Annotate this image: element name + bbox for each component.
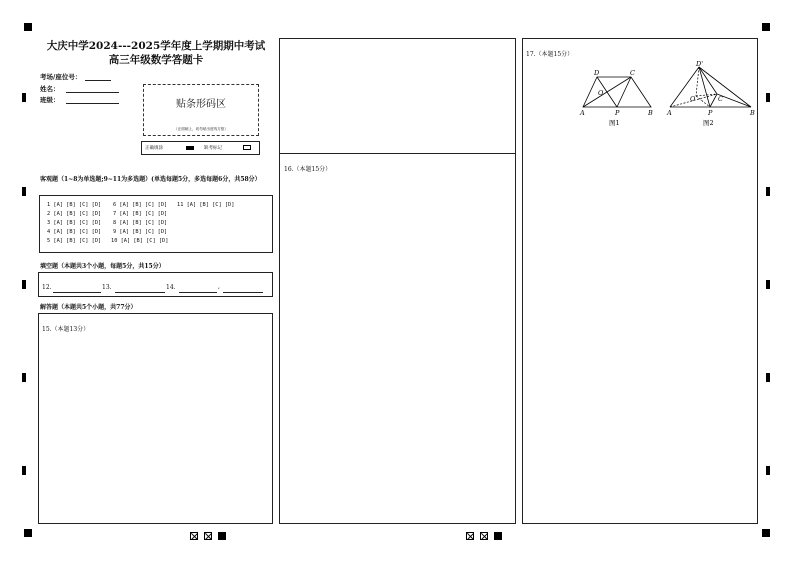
barcode-area xyxy=(143,84,259,136)
objective-answer-box xyxy=(39,195,273,253)
absent-mark-box[interactable] xyxy=(243,145,251,150)
figure-2 xyxy=(665,59,755,159)
solutions-heading: 解答题（本题共5个小题，共77分） xyxy=(40,304,137,311)
exam-seat-line[interactable] xyxy=(85,72,111,81)
corner-mark-bottom-right xyxy=(762,529,770,537)
fig2-label-O: O xyxy=(690,95,696,103)
figure-1 xyxy=(577,67,661,159)
objective-row[interactable]: 4 [A] [B] [C] [D] xyxy=(47,229,102,235)
fig1-label-D: D xyxy=(594,69,600,77)
page-id-square xyxy=(218,532,226,540)
q14-comma: , xyxy=(218,283,220,290)
timing-mark xyxy=(766,187,770,196)
fig2-label-D-prime: D' xyxy=(696,60,703,68)
class-label: 班级： xyxy=(40,96,60,104)
timing-mark xyxy=(22,280,26,289)
objective-row[interactable]: 5 [A] [B] [C] [D] xyxy=(47,238,102,244)
objective-row[interactable]: 1 [A] [B] [C] [D] xyxy=(47,202,102,208)
objective-row[interactable]: 3 [A] [B] [C] [D] xyxy=(47,220,102,226)
exam-seat-label: 考场/座位号： xyxy=(40,73,82,81)
objective-row[interactable]: 10 [A] [B] [C] [D] xyxy=(111,238,169,244)
exam-seat-field[interactable] xyxy=(40,72,111,81)
absent-mark-label: 缺考标记 xyxy=(204,146,222,151)
q15-label: 15.（本题13分） xyxy=(42,326,90,333)
q16-label: 16.（本题15分） xyxy=(284,166,332,173)
page-id-square xyxy=(190,532,198,540)
timing-mark xyxy=(22,93,26,102)
objective-row[interactable]: 8 [A] [B] [C] [D] xyxy=(113,220,168,226)
q14-answer-line-1[interactable] xyxy=(179,284,217,293)
fig2-label-P: P xyxy=(708,109,713,117)
page-id-square xyxy=(204,532,212,540)
objective-row[interactable]: 6 [A] [B] [C] [D] xyxy=(113,202,168,208)
q12-answer-line[interactable] xyxy=(53,284,101,293)
fig2-caption: 图2 xyxy=(703,119,714,127)
fig1-label-P: P xyxy=(615,109,620,117)
timing-mark xyxy=(22,466,26,475)
page-id-square xyxy=(494,532,502,540)
objective-heading: 客观题（1~8为单选题;9~11为多选题）(单选每题5分，多选每题6分，共58分） xyxy=(40,176,261,183)
corner-mark-top-right xyxy=(762,23,770,31)
name-label: 姓名： xyxy=(40,85,60,93)
q16-answer-box[interactable] xyxy=(279,153,516,524)
fig1-label-A: A xyxy=(580,109,585,117)
correct-fill-label: 正确填涂 xyxy=(145,146,163,151)
fig2-label-C: C xyxy=(718,95,723,103)
q17-answer-box[interactable] xyxy=(522,38,758,524)
exam-subtitle: 高三年级数学答题卡 xyxy=(108,54,204,66)
fill-blank-box xyxy=(38,272,273,297)
timing-mark xyxy=(766,373,770,382)
q12-label: 12. xyxy=(42,284,52,291)
objective-row[interactable]: 2 [A] [B] [C] [D] xyxy=(47,211,102,217)
timing-mark xyxy=(766,466,770,475)
page-id-square xyxy=(466,532,474,540)
q14-label: 14. xyxy=(166,284,176,291)
corner-mark-top-left xyxy=(24,23,32,31)
fill-example-box xyxy=(141,141,260,155)
barcode-title: 贴条形码区 xyxy=(176,99,226,110)
q15-answer-box[interactable] xyxy=(38,313,273,524)
fig2-label-B: B xyxy=(750,109,755,117)
objective-row[interactable]: 7 [A] [B] [C] [D] xyxy=(113,211,168,217)
correct-fill-sample xyxy=(186,146,194,150)
timing-mark xyxy=(766,280,770,289)
q17-label: 17.（本题15分） xyxy=(526,51,574,58)
fig1-label-C: C xyxy=(630,69,635,77)
fill-blank-heading: 填空题（本题共3个小题，每题5分，共15分） xyxy=(40,263,165,270)
timing-mark xyxy=(22,187,26,196)
fig1-label-B: B xyxy=(648,109,653,117)
corner-mark-bottom-left xyxy=(24,529,32,537)
exam-title: 大庆中学2024---2025学年度上学期期中考试 xyxy=(46,40,266,52)
name-line[interactable] xyxy=(66,84,119,93)
q15-continued-box[interactable] xyxy=(279,38,516,154)
timing-mark xyxy=(766,93,770,102)
name-field[interactable] xyxy=(40,84,119,93)
timing-mark xyxy=(22,373,26,382)
page-id-square xyxy=(480,532,488,540)
barcode-note: （正面朝上，切勿贴出虚线方框） xyxy=(174,127,228,131)
q13-label: 13. xyxy=(102,284,112,291)
fig1-label-O: O xyxy=(598,89,604,97)
q14-answer-line-2[interactable] xyxy=(223,284,263,293)
objective-row[interactable]: 9 [A] [B] [C] [D] xyxy=(113,229,168,235)
objective-row[interactable]: 11 [A] [B] [C] [D] xyxy=(177,202,235,208)
q13-answer-line[interactable] xyxy=(115,284,165,293)
class-field[interactable] xyxy=(40,95,119,104)
fig1-caption: 图1 xyxy=(609,119,620,127)
fig2-label-A: A xyxy=(667,109,672,117)
class-line[interactable] xyxy=(66,95,119,104)
